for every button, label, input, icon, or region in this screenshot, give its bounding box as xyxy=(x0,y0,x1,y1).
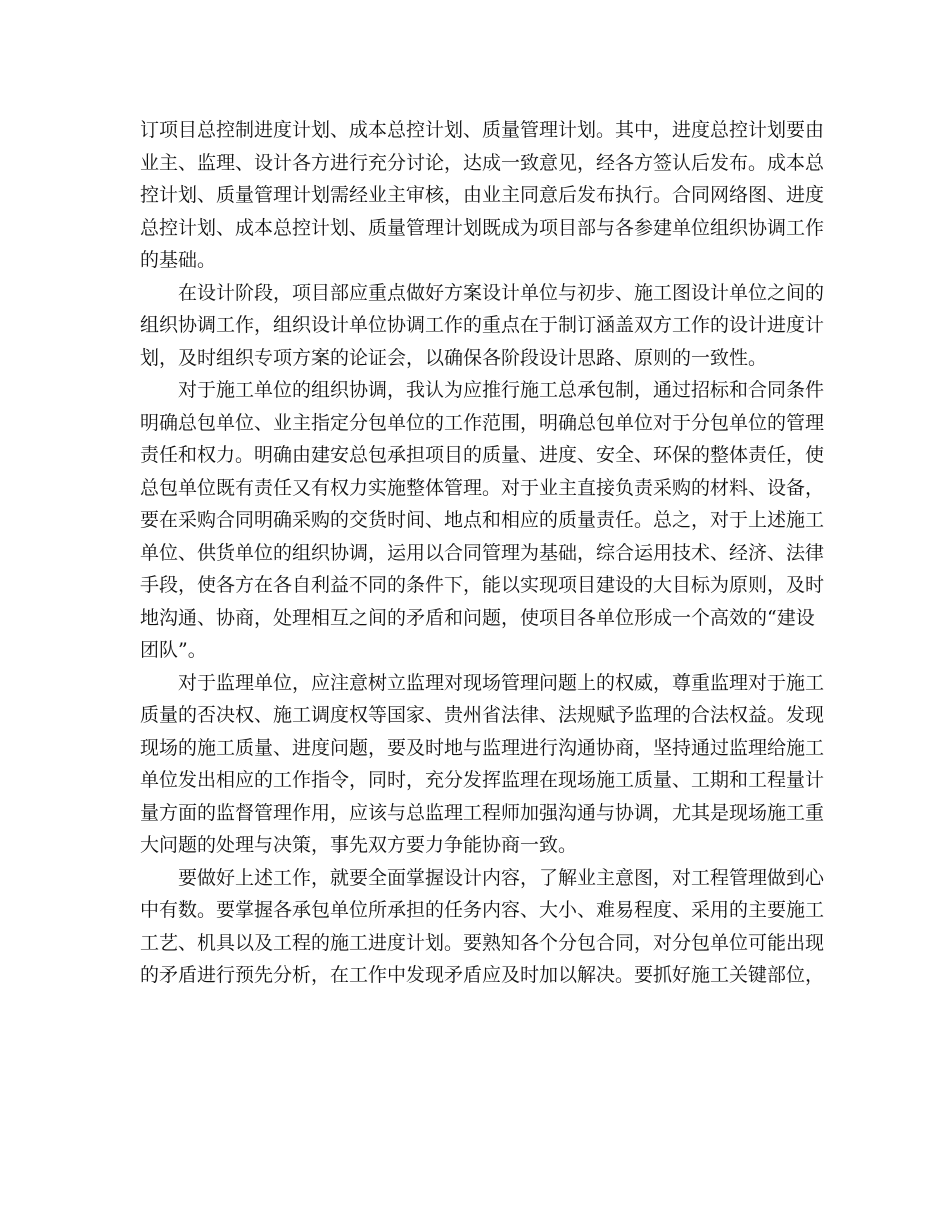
paragraph-2-line-1: 在设计阶段，项目部应重点做好方案设计单位与初步、施工图设计单位之间的 xyxy=(178,281,825,304)
paragraph-1-line-4: 总控计划、成本总控计划、质量管理计划既成为项目部与各参建单位组织协调工作 xyxy=(140,216,825,239)
paragraph-1-line-5: 的基础。 xyxy=(140,249,217,271)
paragraph-5-line-1: 要做好上述工作，就要全面掌握设计内容，了解业主意图，对工程管理做到心 xyxy=(178,866,825,889)
paragraph-3-line-4: 总包单位既有责任又有权力实施整体管理。对于业主直接负责采购的材料、设备， xyxy=(140,476,825,499)
paragraph-4-line-4: 单位发出相应的工作指令，同时，充分发挥监理在现场施工质量、工期和工程量计 xyxy=(140,769,825,791)
paragraph-5-line-3: 工艺、机具以及工程的施工进度计划。要熟知各个分包合同，对分包单位可能出现 xyxy=(140,931,825,954)
paragraph-4-line-1: 对于监理单位，应注意树立监理对现场管理问题上的权威，尊重监理对于施工 xyxy=(178,671,825,694)
paragraph-2-line-2: 组织协调工作，组织设计单位协调工作的重点在于制订涵盖双方工作的设计进度计 xyxy=(140,314,825,336)
paragraph-2-line-3: 划，及时组织专项方案的论证会，以确保各阶段设计思路、原则的一致性。 xyxy=(140,346,768,369)
document-body xyxy=(140,114,825,992)
paragraph-3-line-7: 手段，使各方在各自利益不同的条件下，能以实现项目建设的大目标为原则，及时 xyxy=(140,574,825,596)
paragraph-3-line-6: 单位、供货单位的组织协调，运用以合同管理为基础，综合运用技术、经济、法律 xyxy=(140,541,825,564)
paragraph-4-line-5: 量方面的监督管理作用，应该与总监理工程师加强沟通与协调，尤其是现场施工重 xyxy=(140,801,825,824)
paragraph-5-line-2: 中有数。要掌握各承包单位所承担的任务内容、大小、难易程度、采用的主要施工 xyxy=(140,899,825,921)
paragraph-3-line-1: 对于施工单位的组织协调，我认为应推行施工总承包制，通过招标和合同条件 xyxy=(178,379,825,401)
paragraph-3-line-5: 要在采购合同明确采购的交货时间、地点和相应的质量责任。总之，对于上述施工 xyxy=(140,509,825,531)
paragraph-1-line-1: 订项目总控制进度计划、成本总控计划、质量管理计划。其中，进度总控计划要由 xyxy=(140,119,825,141)
paragraph-3-line-9: 团队”。 xyxy=(140,639,207,661)
paragraph-4-line-3: 现场的施工质量、进度问题，要及时地与监理进行沟通协商，坚持通过监理给施工 xyxy=(140,736,825,759)
paragraph-3-line-8: 地沟通、协商，处理相互之间的矛盾和问题，使项目各单位形成一个高效的“建设 xyxy=(140,606,815,629)
paragraph-3-line-2: 明确总包单位、业主指定分包单位的工作范围，明确总包单位对于分包单位的管理 xyxy=(140,411,825,434)
paragraph-4-line-6: 大问题的处理与决策，事先双方要力争能协商一致。 xyxy=(140,834,578,856)
paragraph-1-line-2: 业主、监理、设计各方进行充分讨论，达成一致意见，经各方签认后发布。成本总 xyxy=(140,151,825,174)
paragraph-1-line-3: 控计划、质量管理计划需经业主审核，由业主同意后发布执行。合同网络图、进度 xyxy=(140,184,825,206)
paragraph-5-line-4: 的矛盾进行预先分析，在工作中发现矛盾应及时加以解决。要抓好施工关键部位， xyxy=(140,964,825,986)
paragraph-3-line-3: 责任和权力。明确由建安总包承担项目的质量、进度、安全、环保的整体责任，使 xyxy=(140,444,825,466)
paragraph-4-line-2: 质量的否决权、施工调度权等国家、贵州省法律、法规赋予监理的合法权益。发现 xyxy=(140,704,825,726)
